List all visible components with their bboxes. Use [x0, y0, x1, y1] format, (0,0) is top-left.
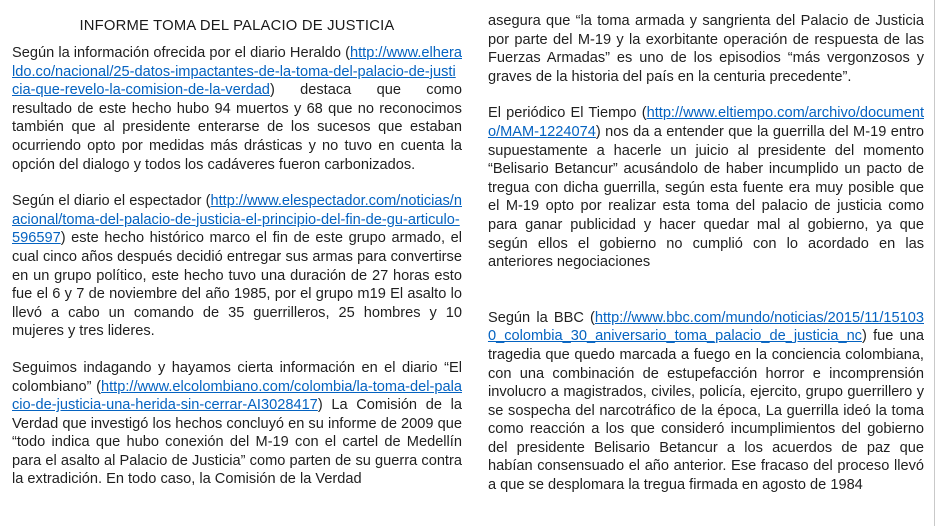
right-column [488, 8, 924, 495]
colombiano-link[interactable]: http://www.elcolombiano.com/colombia/la-toma-del-palacio-de-justicia-una-herida-sin-cerrar-AI3028417 [12, 378, 462, 414]
paragraph-text: ) destaca que como resultado de este hecho hubo 94 muertos y 68 que no reconocimos también que al presidente enterarse de los sucesos que estaban ocurriendo opto por medidas más drásticas y no tuvo en cuenta la opción del dialogo y todos los cadáveres fueron carbonizados. [12, 82, 462, 173]
paragraph-text: ) nos da a entender que la guerrilla del M-19 entro supuestamente a hacerle un juicio al presidente del momento “Belisario Betancur” acusándolo de haber incumplido un pacto de tregua con dicha guerrilla, según esta fuente era muy posible que el M-19 opto por realizar esta toma del palacio de justicia como para ganar publicidad y hacer quedar mal al gobierno, ya que según ellos el gobierno no cumplió con lo acordado en las anteriores negociaciones [487, 123, 924, 271]
paragraph-heraldo [12, 44, 462, 174]
document-title: INFORME TOMA DEL PALACIO DE JUSTICIA [79, 18, 395, 34]
paragraph-text: ) este hecho histórico marco el fin de este grupo armado, el cual cinco años después decidió entregar sus armas para convertirse en un grupo político, este hecho tuvo una duración de 27 horas esto fue el 6 y 7 de noviembre del año 1985, por el grupo m19 El asalto lo llevó a cabo un comando de 35 guerrilleros, 25 hombres y 10 mujeres y tres lideres. [12, 230, 462, 340]
paragraph-eltiempo [488, 104, 924, 271]
left-column [12, 8, 462, 495]
paragraph-text: Según la información ofrecida por el diario Heraldo ( [12, 45, 351, 61]
paragraph-text: asegura que “la toma armada y sangrienta del Palacio de Justicia por parte del M-19 y la exorbitante operación de respuesta de las Fuerzas Armadas” es uno de los episodios “más vergonzosos y graves de la historia del país en la centuria precedente”. [487, 13, 924, 85]
paragraph-text: Según la BBC ( [487, 309, 595, 326]
eltiempo-link[interactable]: http://www.eltiempo.com/archivo/documento/MAM-1224074 [487, 105, 924, 140]
paragraph-continuation [488, 12, 924, 86]
paragraph-espectador [12, 192, 462, 341]
paragraph-colombiano [12, 359, 462, 489]
espectador-link[interactable]: http://www.elespectador.com/noticias/nacional/toma-del-palacio-de-justicia-el-principio-del-fin-de-gu-articulo-596597 [12, 193, 462, 247]
window-edge [934, 0, 935, 526]
paragraph-bbc [488, 309, 924, 495]
paragraph-text: Según el diario el espectador ( [12, 193, 211, 210]
bbc-link[interactable]: http://www.bbc.com/mundo/noticias/2015/11/151030_colombia_30_aniversario_toma_palacio_de_justicia_nc [487, 309, 924, 345]
heraldo-link[interactable]: http://www.elheraldo.co/nacional/25-datos-impactantes-de-la-toma-del-palacio-de-justicia-que-revelo-la-comision-de-la-verdad [12, 45, 462, 99]
paragraph-text: ) La Comisión de la Verdad que investigó los hechos concluyó en su informe de 2009 que “todo indica que hubo conexión del M-19 con el cartel de Medellín para el asalto al Palacio de Justicia” como parten de su guerra contra la extradición. En todo caso, la Comisión de la Verdad [12, 397, 462, 488]
paragraph-text: Seguimos indagando y hayamos cierta información en el diario “El colombiano” ( [12, 359, 462, 395]
paragraph-text: El periódico El Tiempo ( [487, 105, 647, 122]
paragraph-text: ) fue una tragedia que quedo marcada a fuego en la conciencia colombiana, con una combinación de estupefacción horror e incomprensión involucro a magistrados, civiles, policía, ejercito, grupo guerrillero y se sospecha del narcotráfico de la época, La guerrilla ideó la toma como reacción a los que consideró incumplimientos del gobierno del presidente Belisario Betancur a los acuerdos de paz que habían consensuado el año anterior. Ese fracaso del proceso llevó a que se desplomara la tregua firmada en agosto de 1984 [487, 328, 924, 494]
